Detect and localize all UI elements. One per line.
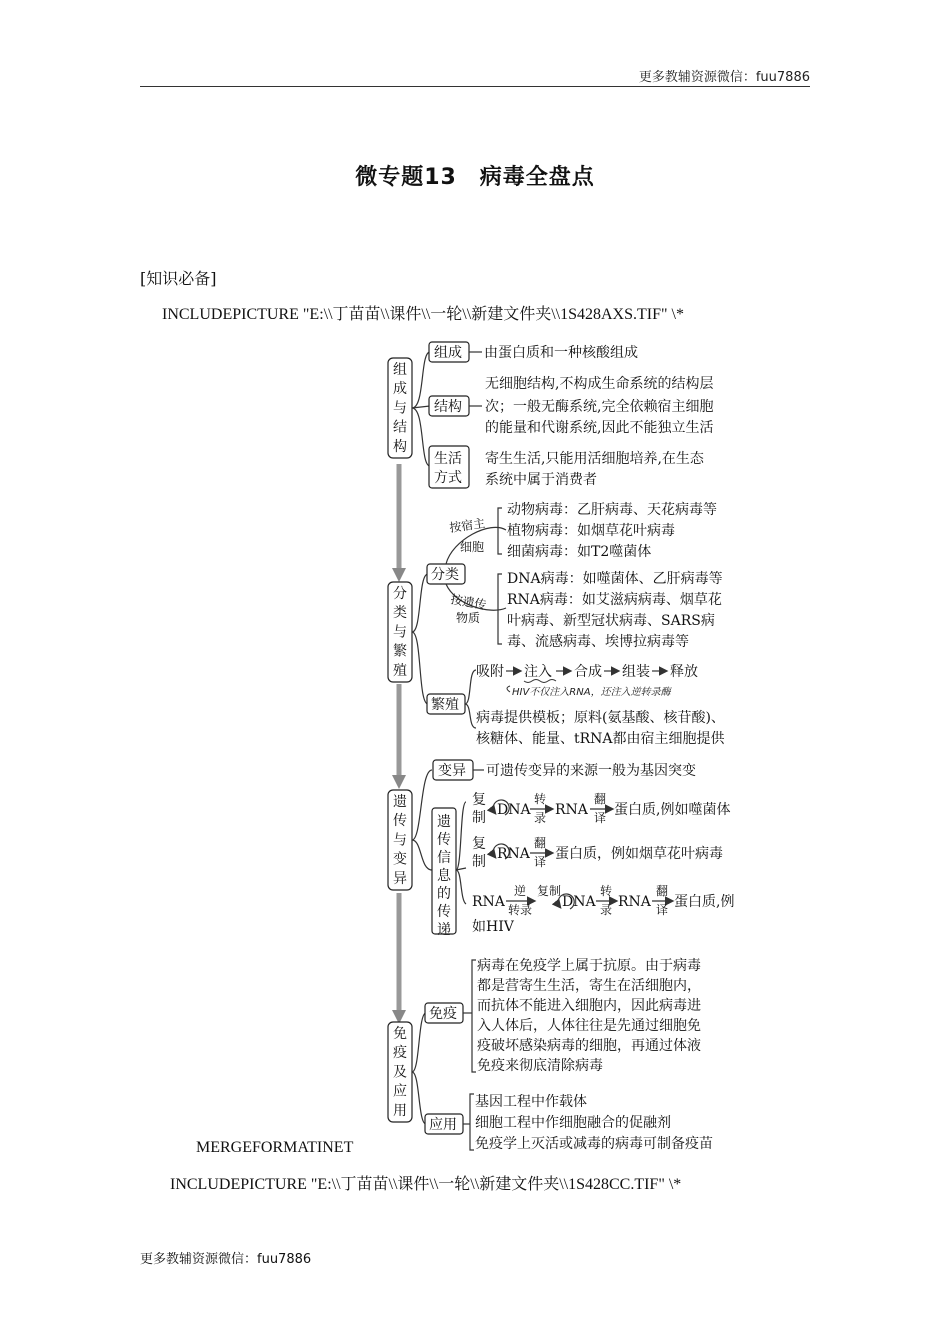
- transfer-label-char: 遗: [437, 814, 451, 830]
- transfer-text: 翻: [534, 836, 547, 850]
- transfer-label-char: 信: [437, 850, 451, 866]
- transfer-text: RNA: [618, 894, 651, 910]
- transfer-text: 蛋白质,例如噬菌体: [614, 802, 731, 818]
- transfer-text: DNA: [497, 802, 531, 818]
- transfer-text: RNA: [472, 894, 505, 910]
- node-reproduce-label: 繁殖: [431, 697, 459, 713]
- bracket-line: [412, 1013, 426, 1072]
- main-node-label-char: 组: [393, 362, 407, 378]
- transfer-text: 译: [656, 903, 669, 917]
- transfer-text: RNA: [555, 802, 588, 818]
- transfer-text: 复制: [537, 884, 562, 898]
- node-transfer-label: [437, 813, 452, 938]
- transfer-label-char: 传: [437, 832, 451, 848]
- classify-by-gene: 按遗传: [449, 592, 488, 613]
- main-node-label-char: 殖: [393, 662, 407, 679]
- transfer-label-char: 传: [437, 904, 451, 920]
- composition-text: 由蛋白质和一种核酸组成: [484, 345, 638, 361]
- page-title: 微专题13 病毒全盘点: [355, 165, 595, 190]
- main-node-label-char: 及: [393, 1064, 407, 1081]
- bracket-line: [412, 632, 428, 704]
- bracket-line: [456, 870, 466, 904]
- transfer-label-char: 的: [437, 886, 451, 902]
- lifestyle-line: 寄生生活,只能用活细胞培养,在生态: [485, 451, 704, 467]
- classify-by-host: 按宿主: [448, 516, 487, 535]
- transfer-label-char: 递: [437, 922, 451, 938]
- main-node-label-char: 分: [393, 586, 407, 602]
- structure-line: 无细胞结构,不构成生命系统的结构层: [485, 376, 714, 392]
- reproduce-note: HIV不仅注入RNA，还注入逆转录酶: [512, 687, 671, 698]
- immunity-line: 入人体后，人体往往是先通过细胞免: [477, 1018, 701, 1034]
- bracket-line: [498, 508, 502, 554]
- main-node-label-char: 类: [393, 605, 407, 622]
- reproduce-line: 核糖体、能量、tRNA都由宿主细胞提供: [476, 731, 725, 747]
- transfer-text: 转: [600, 884, 613, 898]
- main-node-label-char: 免: [393, 1026, 407, 1042]
- gene-item: 叶病毒、新型冠状病毒、SARS病: [507, 613, 715, 629]
- transfer-text: 译: [534, 855, 547, 869]
- bracket-line: [470, 1094, 474, 1150]
- header-text: 更多教辅资源微信：fuu7886: [638, 70, 810, 85]
- main-node-label-char: 异: [393, 870, 407, 887]
- transfer-text: 制: [472, 854, 486, 870]
- transfer-text: DNA: [562, 894, 596, 910]
- include-picture-field-2: INCLUDEPICTURE "E:\\丁苗苗\\课件\\一轮\\新建文件夹\\1S428CC.TIF" \*: [170, 1176, 682, 1193]
- immunity-line: 病毒在免疫学上属于抗原。由于病毒: [477, 958, 701, 974]
- immunity-line: 免疫来彻底清除病毒: [477, 1058, 603, 1074]
- transfer-text: 翻: [594, 792, 607, 806]
- transfer-text: 复: [472, 792, 486, 808]
- main-node-label-char: 传: [393, 813, 407, 830]
- bracket-line: [465, 670, 476, 704]
- transfer-text: 录: [600, 903, 613, 917]
- node-classify-label: 分类: [431, 567, 459, 583]
- gene-item: DNA病毒：如噬菌体、乙肝病毒等: [507, 571, 723, 587]
- bracket-line: [412, 770, 432, 840]
- immunity-line: 疫破坏感染病毒的细胞，再通过体液: [477, 1038, 701, 1054]
- bracket-line: [412, 1072, 426, 1124]
- reproduce-step: 组装: [622, 664, 650, 680]
- bracket-line: [456, 802, 466, 870]
- main-node-label-char: 繁: [393, 643, 407, 660]
- main-flow-arrows: [392, 464, 406, 1024]
- reproduce-step: 合成: [574, 664, 602, 680]
- transfer-text: 蛋白质,例: [674, 894, 735, 910]
- transfer-text: 录: [534, 811, 547, 825]
- node-structure-label: 结构: [434, 399, 462, 415]
- main-node-label-char: 疫: [393, 1045, 407, 1062]
- bracket-line: [412, 840, 432, 870]
- structure-line: 的能量和代谢系统,因此不能独立生活: [485, 420, 714, 436]
- main-node-label-char: 用: [393, 1102, 407, 1119]
- main-node-label-char: 构: [393, 438, 407, 455]
- main-node-label-char: 与: [393, 832, 407, 849]
- transfer-text: RNA: [497, 846, 530, 862]
- transfer-text: 转: [534, 792, 547, 806]
- immunity-line: 而抗体不能进入细胞内，因此病毒进: [477, 998, 701, 1014]
- transfer-label-char: 息: [437, 868, 451, 884]
- gene-item: RNA病毒：如艾滋病病毒、烟草花: [507, 592, 722, 608]
- bracket-line: [412, 352, 430, 408]
- host-item: 动物病毒：乙肝病毒、天花病毒等: [507, 502, 717, 518]
- structure-line: 次；一般无酶系统,完全依赖宿主细胞: [485, 399, 714, 415]
- node-variation-label: 变异: [438, 763, 466, 779]
- node-application-label: 应用: [429, 1117, 457, 1133]
- bracket-line: [412, 574, 428, 632]
- application-line: 免疫学上灭活或减毒的病毒可制备疫苗: [475, 1136, 713, 1152]
- main-node-label-char: 与: [393, 400, 407, 417]
- main-node-label-char: 与: [393, 624, 407, 641]
- bracket-line: [412, 408, 430, 466]
- node-lifestyle-label: 生活: [434, 451, 462, 467]
- main-node-label-char: 遗: [393, 794, 407, 810]
- flow-arrow-1-head: [392, 568, 406, 582]
- main-node-label-char: 成: [393, 381, 407, 398]
- bracket-line: [465, 704, 476, 728]
- main-node-label-char: 应: [393, 1083, 407, 1100]
- transfer-text: 逆: [514, 884, 527, 898]
- application-line: 基因工程中作载体: [475, 1094, 587, 1110]
- reproduce-line: 病毒提供模板；原料(氨基酸、核苷酸)、: [476, 710, 725, 726]
- node-immunity-label: 免疫: [429, 1006, 457, 1022]
- reproduce-step: 吸附: [476, 664, 504, 680]
- bracket-line: [472, 960, 476, 1072]
- main-node-label-char: 变: [393, 851, 407, 868]
- section-label: [知识必备]: [140, 269, 217, 288]
- transfer-text: 翻: [656, 884, 669, 898]
- lifestyle-line: 系统中属于消费者: [485, 472, 597, 488]
- reproduce-step: 注入: [524, 664, 552, 680]
- reproduce-step: 释放: [670, 664, 698, 680]
- immunity-line: 都是营寄生生活，寄生在活细胞内，: [477, 978, 701, 994]
- reproduce-steps: [476, 663, 698, 683]
- host-item: 细菌病毒：如T2噬菌体: [507, 544, 652, 560]
- transfer-text: 转录: [508, 903, 533, 917]
- flow-arrow-2-head: [392, 775, 406, 789]
- transfer-text: 蛋白质，例如烟草花叶病毒: [555, 846, 723, 862]
- host-item: 植物病毒：如烟草花叶病毒: [507, 523, 675, 539]
- merge-format-field: MERGEFORMATINET: [196, 1139, 354, 1156]
- gene-item: 毒、流感病毒、埃博拉病毒等: [507, 634, 689, 650]
- transfer-text: 如HIV: [472, 919, 514, 935]
- transfer-text: 复: [472, 836, 486, 852]
- classify-by-gene: 物质: [456, 611, 481, 625]
- application-line: 细胞工程中作细胞融合的促融剂: [475, 1115, 671, 1131]
- node-lifestyle-label: 方式: [434, 470, 462, 486]
- footer-text: 更多教辅资源微信：fuu7886: [140, 1252, 312, 1267]
- main-node-label-char: 结: [393, 419, 407, 436]
- variation-text: 可遗传变异的来源一般为基因突变: [486, 763, 696, 779]
- node-composition-label: 组成: [434, 345, 462, 361]
- include-picture-field-1: INCLUDEPICTURE "E:\\丁苗苗\\课件\\一轮\\新建文件夹\\1S428AXS.TIF" \*: [162, 306, 684, 323]
- transfer-text: 制: [472, 810, 486, 826]
- transfer-text: 译: [594, 811, 607, 825]
- classify-by-host: 细胞: [460, 540, 485, 554]
